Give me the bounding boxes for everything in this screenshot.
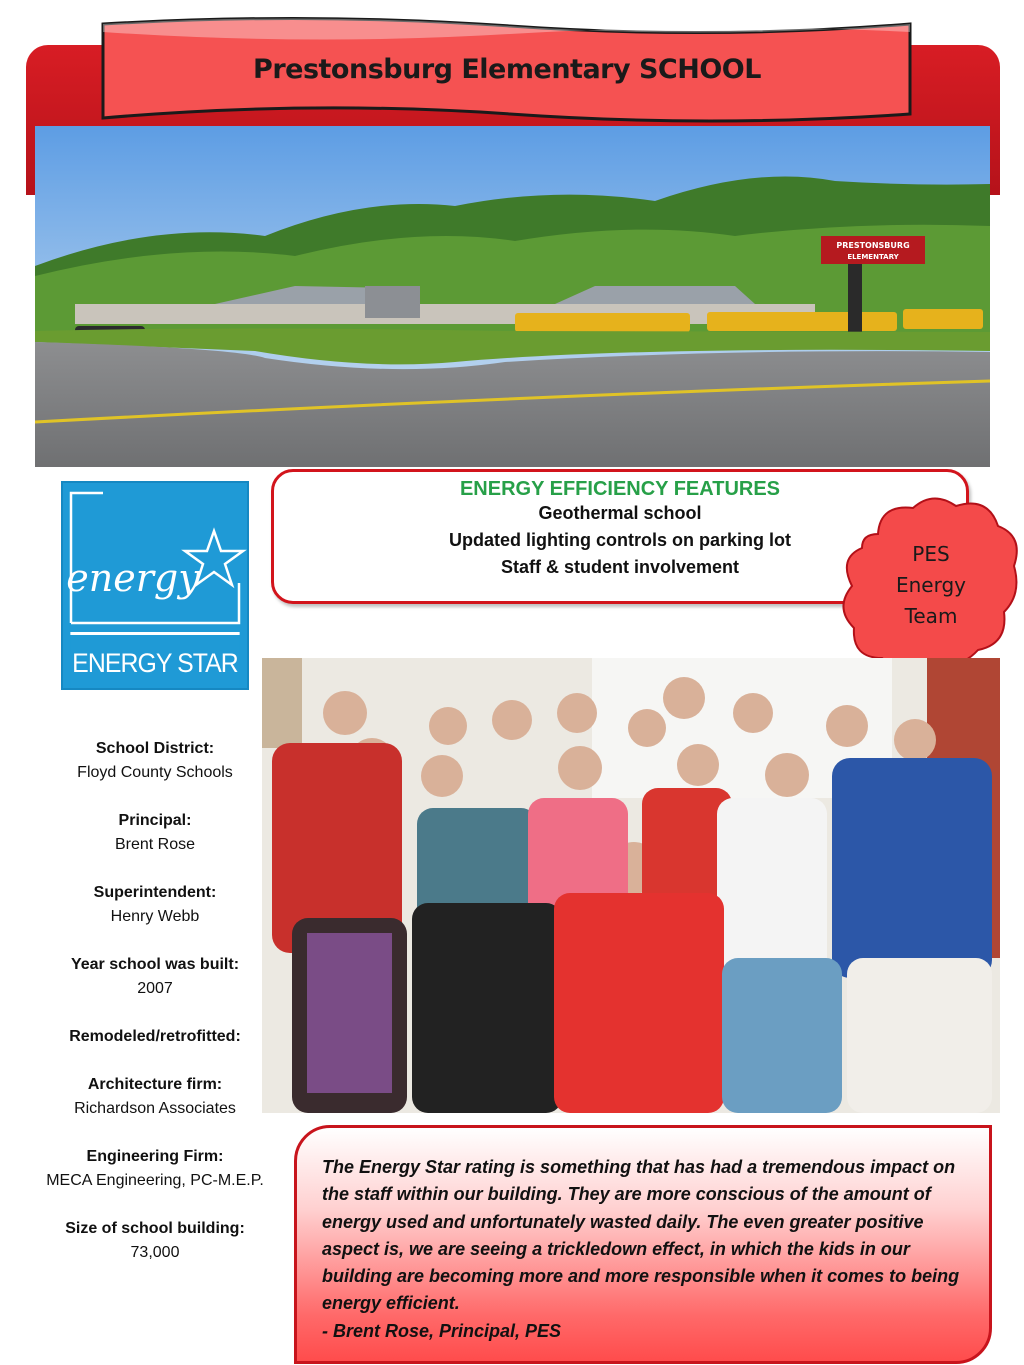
- sign-line-1: PRESTONSBURG: [836, 241, 910, 250]
- info-label: Engineering Firm:: [86, 1148, 224, 1165]
- info-value: Henry Webb: [110, 908, 200, 925]
- energy-team-group-photo: [262, 658, 1000, 1113]
- info-remodeled: [20, 1025, 290, 1049]
- energy-star-label: ENERGY STAR: [70, 632, 239, 688]
- info-engineering-firm: [20, 1145, 290, 1193]
- info-principal: [20, 809, 290, 857]
- info-value: Richardson Associates: [74, 1100, 236, 1117]
- feature-item: Geothermal school: [538, 503, 702, 523]
- info-value: 2007: [137, 980, 173, 997]
- info-school-district: [20, 737, 290, 785]
- info-building-size: [20, 1217, 290, 1265]
- info-value: 73,000: [130, 1244, 180, 1261]
- quote-text: The Energy Star rating is something that has had a tremendous impact on the staff within our building. They are more conscious of the amount of energy used and unfortunately wasted daily. The even greater positive aspect is, we are seeing a trickledown effect, in which the kids in our building are becoming more and more responsible when it comes to being energy efficient.: [322, 1157, 960, 1314]
- info-year-built: [20, 953, 290, 1001]
- logo-script-text: energy: [66, 556, 200, 600]
- title-banner: [100, 14, 914, 128]
- cloud-text: [856, 539, 1006, 632]
- info-label: Architecture firm:: [87, 1076, 223, 1093]
- info-label: School District:: [95, 740, 215, 757]
- school-building-photo: [35, 126, 990, 467]
- info-architecture-firm: [20, 1073, 290, 1121]
- info-label: Size of school building:: [65, 1220, 245, 1237]
- feature-item: Staff & student involvement: [500, 557, 740, 577]
- sign-line-2: ELEMENTARY: [847, 253, 899, 261]
- info-value: MECA Engineering, PC-M.E.P.: [46, 1172, 264, 1189]
- info-label: Remodeled/retrofitted:: [69, 1028, 241, 1045]
- energy-star-logo: [61, 481, 249, 690]
- info-superintendent: [20, 881, 290, 929]
- cloud-line: Energy: [895, 573, 967, 597]
- info-label: Year school was built:: [70, 956, 240, 973]
- cloud-line: PES: [912, 542, 950, 566]
- page-title: Prestonsburg Elementary SCHOOL: [253, 54, 761, 85]
- info-value: Floyd County Schools: [77, 764, 233, 781]
- cloud-line: Team: [904, 604, 958, 628]
- feature-item: Updated lighting controls on parking lot: [449, 530, 791, 550]
- info-label: Superintendent:: [93, 884, 217, 901]
- energy-star-icon: [63, 483, 247, 633]
- principal-quote: [294, 1125, 992, 1364]
- info-label: Principal:: [118, 812, 192, 829]
- info-value: Brent Rose: [114, 836, 196, 853]
- features-title: ENERGY EFFICIENCY FEATURES: [459, 478, 781, 500]
- quote-signature: - Brent Rose, Principal, PES: [322, 1320, 562, 1341]
- school-info-list: [20, 737, 290, 1289]
